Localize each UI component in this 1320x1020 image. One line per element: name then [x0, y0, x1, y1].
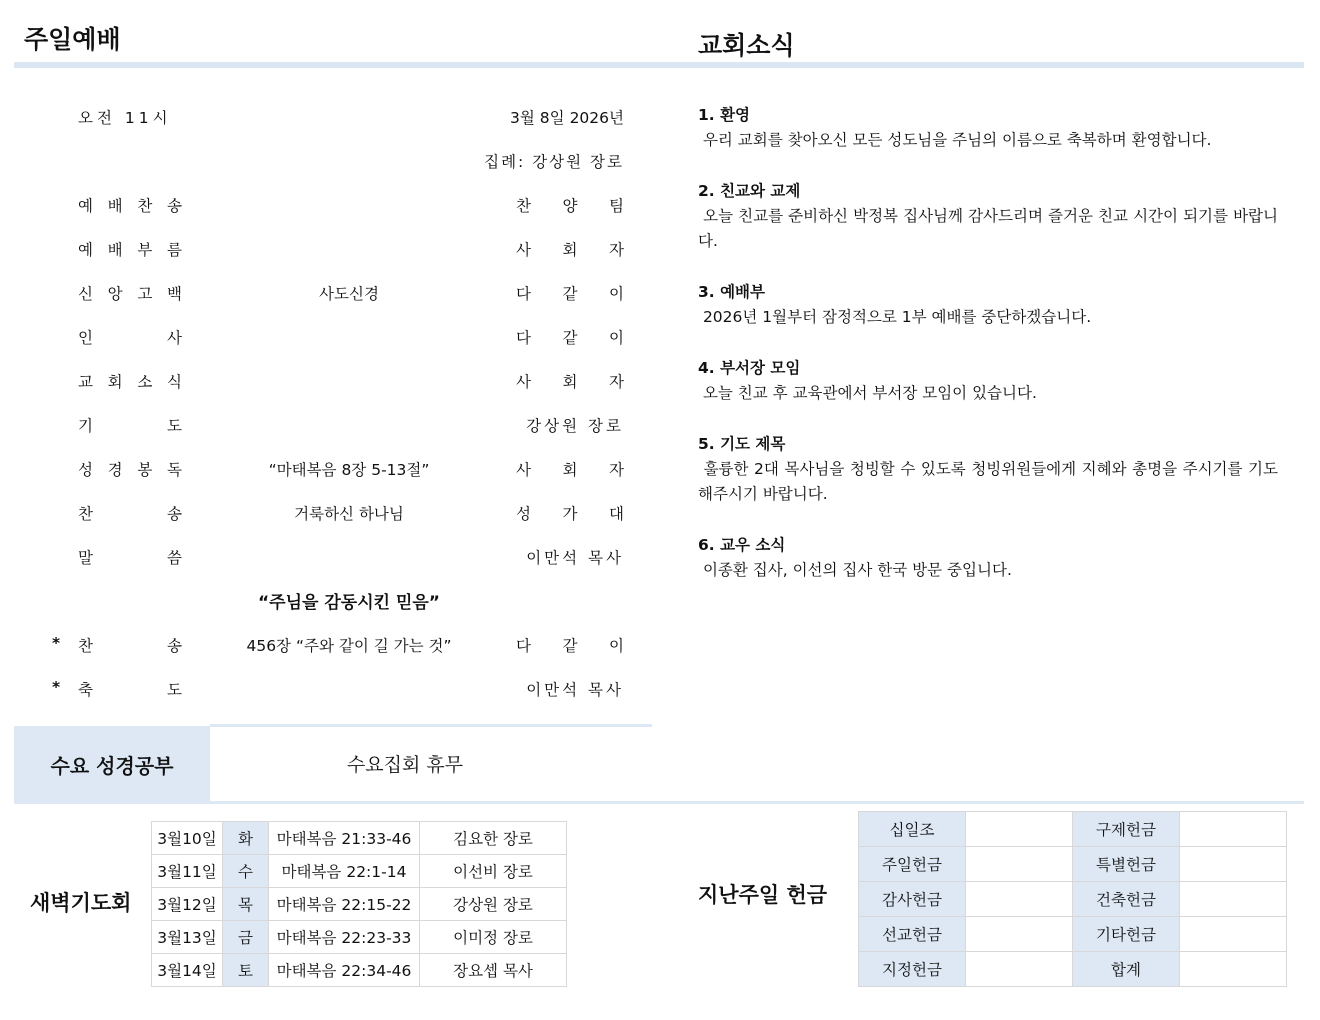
- service-item: [0, 282, 660, 306]
- service-item-leader-part: 이: [609, 637, 624, 655]
- service-item-content: 사도신경: [319, 285, 379, 303]
- service-item-leader-part: 회: [562, 241, 578, 259]
- wednesday-label-box: [14, 726, 210, 802]
- service-item: [0, 414, 660, 438]
- dawn-weekday: 화: [223, 822, 269, 855]
- dawn-leader: 강상원 장로: [420, 888, 567, 921]
- service-item: [0, 678, 660, 702]
- dawn-weekday: 수: [223, 855, 269, 888]
- service-item-leader: [468, 414, 624, 436]
- news-title: 교회소식: [698, 31, 795, 60]
- service-item-label-char: 찬: [78, 505, 93, 523]
- service-item-label: [78, 282, 182, 304]
- news-item-title: 2. 친교와 교제: [698, 182, 801, 200]
- news-item-title: 5. 기도 제목: [698, 435, 786, 453]
- service-item-label-char: 씀: [167, 549, 182, 567]
- service-item-leader: [516, 194, 624, 216]
- news-item-body: 훌륭한 2대 목사님을 청빙할 수 있도록 청빙위원들에게 지혜와 총명을 주시기를 기도해주시기 바랍니다.: [698, 460, 1278, 503]
- service-item-label-char: 축: [78, 681, 93, 699]
- news-item-title: 3. 예배부: [698, 283, 765, 301]
- service-item-label-char: 말: [78, 549, 93, 567]
- service-item-leader-part: 자: [609, 241, 624, 259]
- service-item-label-char: 름: [167, 241, 182, 259]
- table-row: [152, 921, 567, 954]
- service-item-leader: [468, 678, 624, 700]
- offering-label: 기타헌금: [1073, 917, 1180, 952]
- service-item-leader-part: 양: [562, 197, 578, 215]
- offering-amount: [966, 917, 1073, 952]
- section-rule: [14, 801, 1304, 804]
- service-item-label-char: 송: [167, 505, 182, 523]
- service-item-label-char: 성: [78, 461, 93, 479]
- offering-amount: [1180, 917, 1287, 952]
- dawn-date: 3월10일: [152, 822, 223, 855]
- service-item-leader-part: 같: [562, 285, 578, 303]
- service-item-content: “마태복음 8장 5-13절”: [268, 461, 430, 479]
- table-row: [859, 812, 1287, 847]
- dawn-passage: 마태복음 22:23-33: [269, 921, 420, 954]
- wednesday-rule-top: [210, 724, 652, 727]
- news-item-body: 이종환 집사, 이선의 집사 한국 방문 중입니다.: [698, 561, 1012, 579]
- worship-title: 주일예배: [24, 25, 121, 54]
- service-item-label: [78, 238, 182, 260]
- dawn-prayer-title: 새벽기도회: [30, 891, 132, 915]
- service-item-leader-part: 성: [516, 505, 531, 523]
- offering-amount: [1180, 812, 1287, 847]
- service-item: [0, 194, 660, 218]
- dawn-date: 3월11일: [152, 855, 223, 888]
- dawn-passage: 마태복음 22:1-14: [269, 855, 420, 888]
- dawn-leader: 장요셉 목사: [420, 954, 567, 987]
- service-item-leader-part: 강상원 장로: [526, 417, 624, 435]
- table-row: [859, 847, 1287, 882]
- service-item-label: [78, 414, 182, 436]
- header-rule: [14, 62, 1304, 68]
- service-item-leader-part: 팀: [609, 197, 624, 215]
- service-item: [0, 238, 660, 262]
- service-item-label-char: 식: [167, 373, 182, 391]
- service-item-leader-part: 다: [516, 285, 531, 303]
- offering-label: 감사헌금: [859, 882, 966, 917]
- service-item-label-char: 예: [78, 197, 93, 215]
- dawn-weekday: 토: [223, 954, 269, 987]
- table-row: [152, 855, 567, 888]
- service-item: [0, 546, 660, 570]
- service-item-leader-part: 다: [516, 637, 531, 655]
- offering-amount: [1180, 952, 1287, 987]
- wednesday-title: 수요 성경공부: [50, 754, 174, 778]
- service-item-label-char: 기: [78, 417, 93, 435]
- service-item-leader-part: 회: [562, 461, 578, 479]
- service-item-leader: [516, 238, 624, 260]
- service-item: [0, 502, 660, 526]
- service-item-leader-part: 자: [609, 461, 624, 479]
- standing-mark: *: [52, 678, 61, 696]
- news-item-body: 오늘 친교를 준비하신 박정복 집사님께 감사드리며 즐거운 친교 시간이 되기를 바랍니다.: [698, 207, 1278, 250]
- service-item-leader-part: 가: [562, 505, 578, 523]
- news-item-body: 우리 교회를 찾아오신 모든 성도님을 주님의 이름으로 축복하며 환영합니다.: [698, 131, 1212, 149]
- service-item-leader-part: 이: [609, 329, 624, 347]
- offering-amount: [966, 952, 1073, 987]
- news-item: [698, 179, 1278, 254]
- service-item-label: [78, 502, 182, 524]
- offering-title: 지난주일 헌금: [698, 883, 828, 907]
- offering-label: 건축헌금: [1073, 882, 1180, 917]
- sermon-title: “주님을 감동시킨 믿음”: [258, 593, 440, 613]
- service-item-leader-part: 사: [516, 241, 531, 259]
- news-item-title: 4. 부서장 모임: [698, 359, 801, 377]
- service-item-content: 거룩하신 하나님: [294, 505, 404, 523]
- service-item-label-char: 배: [107, 197, 123, 215]
- service-item-label-char: 인: [78, 329, 93, 347]
- dawn-date: 3월12일: [152, 888, 223, 921]
- table-row: [152, 954, 567, 987]
- service-item-leader: [468, 546, 624, 568]
- service-item-label-char: 고: [137, 285, 153, 303]
- dawn-passage: 마태복음 21:33-46: [269, 822, 420, 855]
- service-item-label: [78, 326, 182, 348]
- service-item-label: [78, 458, 182, 480]
- service-item-leader-part: 같: [562, 329, 578, 347]
- offering-amount: [966, 882, 1073, 917]
- worship-leader: 집례: 강상원 장로: [484, 153, 624, 171]
- service-item: [0, 634, 660, 658]
- offering-label: 구제헌금: [1073, 812, 1180, 847]
- service-item-leader-part: 자: [609, 373, 624, 391]
- service-item-label-char: 송: [167, 637, 182, 655]
- service-item-leader-part: 사: [516, 461, 531, 479]
- service-item-label-char: 봉: [137, 461, 153, 479]
- service-item-label-char: 소: [137, 373, 153, 391]
- service-item-leader: [516, 502, 624, 524]
- service-item-leader-part: 이만석 목사: [526, 549, 624, 567]
- offering-amount: [1180, 847, 1287, 882]
- news-item: [698, 432, 1278, 507]
- service-item-label-char: 송: [167, 197, 182, 215]
- offering-label: 특별헌금: [1073, 847, 1180, 882]
- service-item-leader-part: 이만석 목사: [526, 681, 624, 699]
- service-item-leader-part: 이: [609, 285, 624, 303]
- news-item: [698, 103, 1278, 153]
- dawn-prayer-table: [151, 821, 567, 987]
- news-item-title: 1. 환영: [698, 106, 751, 124]
- service-item-label-char: 회: [107, 373, 123, 391]
- service-item-label-char: 찬: [137, 197, 153, 215]
- news-item: [698, 280, 1278, 330]
- service-item-leader-part: 회: [562, 373, 578, 391]
- service-item-label-char: 신: [78, 285, 93, 303]
- service-item-leader-part: 찬: [516, 197, 531, 215]
- service-item-leader-part: 사: [516, 373, 531, 391]
- worship-time: 오전 11시: [78, 109, 172, 127]
- offering-amount: [966, 847, 1073, 882]
- offering-table: [858, 811, 1287, 987]
- service-item: [0, 326, 660, 350]
- service-item-label-char: 앙: [107, 285, 123, 303]
- dawn-date: 3월14일: [152, 954, 223, 987]
- offering-amount: [966, 812, 1073, 847]
- table-row: [152, 888, 567, 921]
- service-item-leader-part: 대: [609, 505, 624, 523]
- offering-label: 십일조: [859, 812, 966, 847]
- service-item-label-char: 사: [167, 329, 182, 347]
- service-item-label-char: 예: [78, 241, 93, 259]
- service-item-label-char: 백: [167, 285, 182, 303]
- table-row: [859, 952, 1287, 987]
- wednesday-note: 수요집회 휴무: [346, 754, 464, 776]
- service-item-label: [78, 678, 182, 700]
- service-item-label-char: 교: [78, 373, 93, 391]
- service-item-label-char: 배: [107, 241, 123, 259]
- offering-label: 주일헌금: [859, 847, 966, 882]
- service-item-label: [78, 634, 182, 656]
- service-item-leader: [516, 326, 624, 348]
- news-item-body: 2026년 1월부터 잠정적으로 1부 예배를 중단하겠습니다.: [698, 308, 1092, 326]
- service-item-label-char: 찬: [78, 637, 93, 655]
- dawn-passage: 마태복음 22:34-46: [269, 954, 420, 987]
- service-item: [0, 458, 660, 482]
- dawn-leader: 김요한 장로: [420, 822, 567, 855]
- service-item-leader: [516, 458, 624, 480]
- service-item-leader: [516, 282, 624, 304]
- service-item-label-char: 경: [107, 461, 123, 479]
- service-item-leader: [516, 370, 624, 392]
- service-item: [0, 370, 660, 394]
- dawn-leader: 이선비 장로: [420, 855, 567, 888]
- service-item-label: [78, 370, 182, 392]
- offering-label: 지정헌금: [859, 952, 966, 987]
- dawn-leader: 이미정 장로: [420, 921, 567, 954]
- service-item-label: [78, 546, 182, 568]
- service-item-label-char: 독: [167, 461, 182, 479]
- table-row: [859, 882, 1287, 917]
- table-row: [859, 917, 1287, 952]
- offering-label: 합계: [1073, 952, 1180, 987]
- dawn-weekday: 목: [223, 888, 269, 921]
- news-item-title: 6. 교우 소식: [698, 536, 786, 554]
- news-item: [698, 356, 1278, 406]
- dawn-weekday: 금: [223, 921, 269, 954]
- offering-label: 선교헌금: [859, 917, 966, 952]
- service-item-leader-part: 다: [516, 329, 531, 347]
- service-item-leader: [516, 634, 624, 656]
- dawn-date: 3월13일: [152, 921, 223, 954]
- worship-date: 3월 8일 2026년: [510, 109, 624, 127]
- news-item: [698, 533, 1278, 583]
- dawn-passage: 마태복음 22:15-22: [269, 888, 420, 921]
- news-item-body: 오늘 친교 후 교육관에서 부서장 모임이 있습니다.: [698, 384, 1037, 402]
- service-item-label: [78, 194, 182, 216]
- service-item-leader-part: 같: [562, 637, 578, 655]
- service-item-label-char: 도: [167, 417, 182, 435]
- service-item-label-char: 도: [167, 681, 182, 699]
- standing-mark: *: [52, 634, 61, 652]
- service-item-content: 456장 “주와 같이 길 가는 것”: [246, 637, 452, 655]
- table-row: [152, 822, 567, 855]
- offering-amount: [1180, 882, 1287, 917]
- service-item-label-char: 부: [137, 241, 153, 259]
